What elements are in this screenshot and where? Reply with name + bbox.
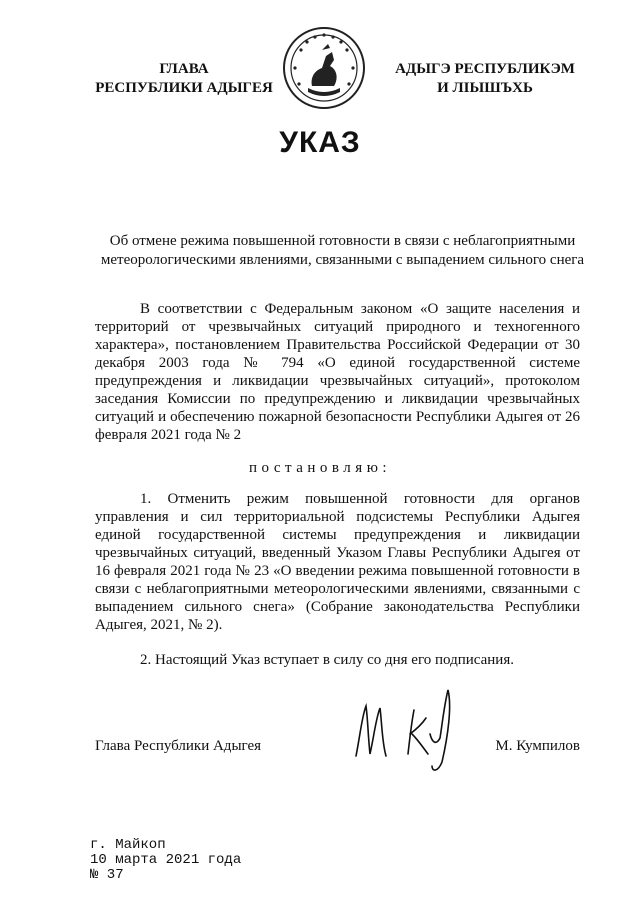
header-left-line2: РЕСПУБЛИКИ АДЫГЕЯ — [95, 80, 273, 96]
document-subject — [80, 232, 605, 270]
header-right-line1: АДЫГЭ РЕСПУБЛИКЭМ — [395, 61, 575, 77]
place-date-number — [90, 838, 241, 883]
header-left-line1: ГЛАВА — [159, 61, 209, 77]
preamble-paragraph: В соответствии с Федеральным законом «О защите населения и территорий от чрезвычайных ситуаций природного и техногенного характера», постановлением Правительства Российской Федерации от 30 декабря 2003 года № 794 «О единой государственной системе предупреждения и ликвидации чрезвычайных ситуаций», протоколом заседания Комиссии по предупреждению и ликвидации чрезвычайных ситуаций и обеспечению пожарной безопасности Республики Адыгея от 26 февраля 2021 года № 2 — [95, 301, 580, 443]
subject-line2: метеорологическими явлениями, связанными с выпадением сильного снега — [100, 252, 585, 268]
city-label: г. Майкоп — [90, 837, 166, 853]
decree-item-2: 2. Настоящий Указ вступает в силу со дня его подписания. — [140, 652, 514, 668]
subject-line1: Об отмене режима повышенной готовности в связи с неблагоприятными — [109, 233, 576, 249]
decree-number: № 37 — [90, 867, 124, 883]
decree-item-1: 1. Отменить режим повышенной готовности для органов управления и сил территориальной подсистемы Республики Адыгея единой государственной системы предупреждения и ликвидации чрезвычайных ситуаций, введенный Указом Главы Республики Адыгея от 16 февраля 2021 года № 23 «О введении режима повышенной готовности в связи с неблагоприятными метеорологическими явлениями, связанными с выпадением сильного снега» (Собрание законодательства Республики Адыгея, 2021, № 2). — [95, 491, 580, 633]
document-type-title: УКАЗ — [279, 126, 361, 159]
republic-coat-of-arms-icon — [282, 26, 366, 110]
signatory-role: Глава Республики Адыгея — [95, 738, 262, 754]
date-label: 10 марта 2021 года — [90, 852, 242, 868]
header-right-line2: И ЛІЫШЪХЬ — [437, 80, 533, 96]
header-right-title — [392, 60, 578, 98]
signatory-name: М. Кумпилов — [495, 738, 580, 754]
decree-word: постановляю: — [248, 460, 392, 476]
header-left-title — [88, 60, 280, 98]
handwritten-signature-icon — [348, 676, 468, 776]
